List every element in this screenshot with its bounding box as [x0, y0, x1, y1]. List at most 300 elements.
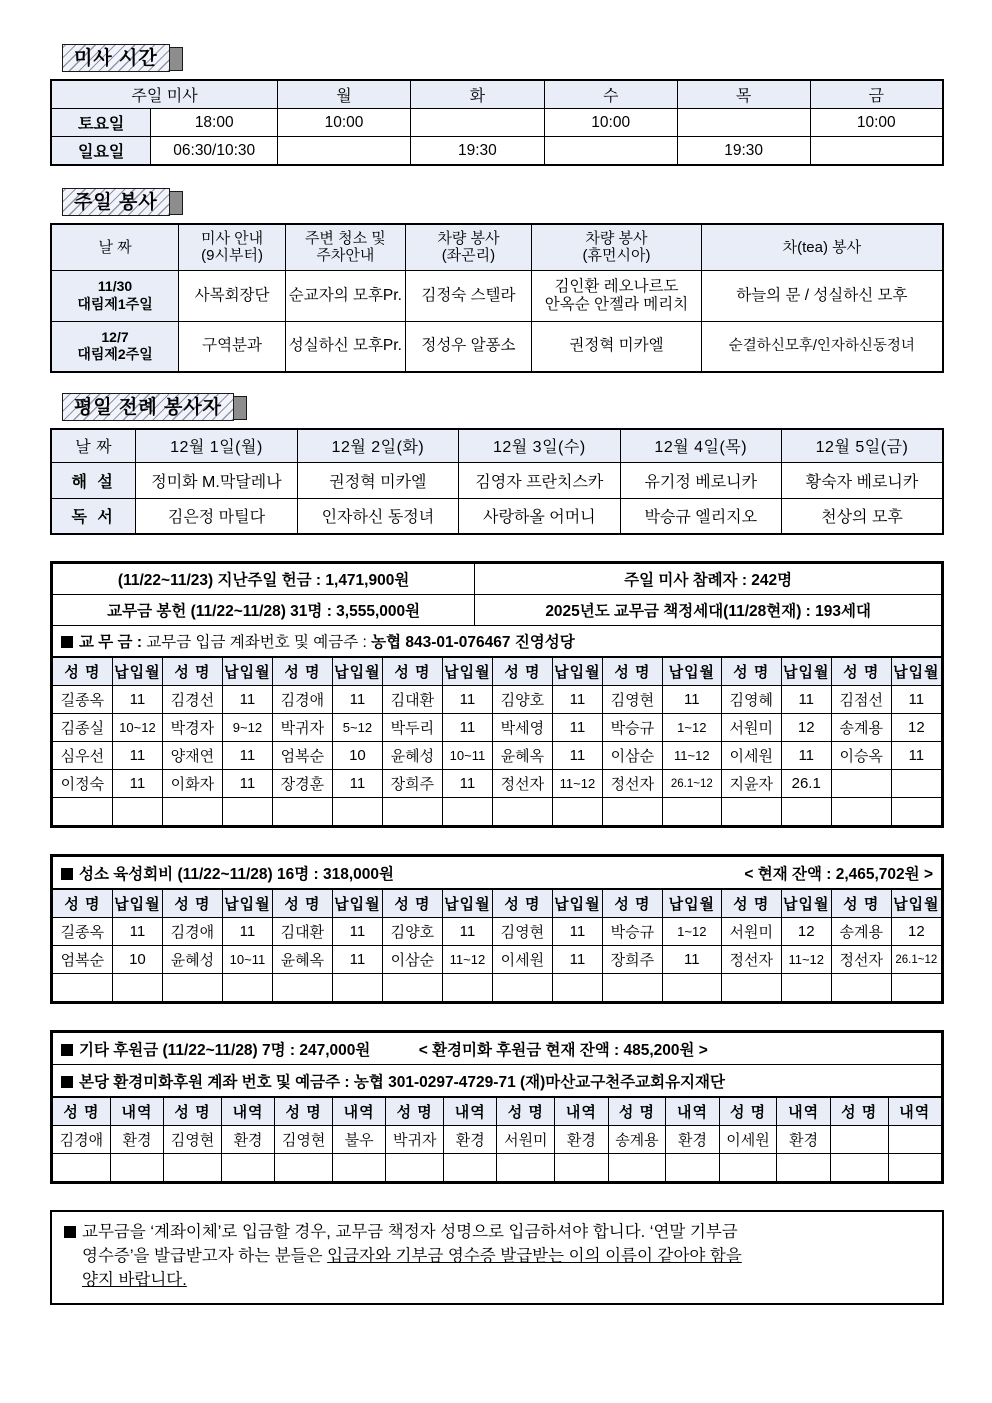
col-name: 성 명: [53, 1098, 111, 1126]
donor-month: [442, 798, 492, 826]
col-detail: 내역: [666, 1098, 719, 1126]
donor-name: 김경애: [53, 1126, 111, 1154]
donor-name: 윤혜옥: [493, 742, 553, 770]
donor-name: 이세원: [719, 1126, 777, 1154]
label: 날 짜: [98, 238, 132, 256]
label: 본당 환경미화후원 계좌 번호 및 예금주 :: [79, 1073, 354, 1091]
donor-name: 송계용: [831, 714, 891, 742]
mass-cell: 06:30/10:30: [151, 137, 278, 166]
table-row: [53, 798, 942, 826]
mass-attendance: 주일 미사 참례자 : 242명: [475, 564, 942, 595]
col-month: 납입월: [662, 658, 721, 686]
donor-name: [273, 798, 333, 826]
donor-month: 11: [332, 686, 382, 714]
donor-name: [603, 798, 663, 826]
col-name: 성 명: [721, 890, 781, 918]
donor-detail: [666, 1154, 719, 1182]
donor-month: [112, 974, 162, 1002]
mass-cell: [278, 137, 411, 166]
donor-name: 김양호: [493, 686, 553, 714]
section-tab-knob: [170, 191, 183, 215]
mass-col-fri: 금: [810, 80, 943, 109]
donor-month: 26.1~12: [891, 946, 941, 974]
donor-detail: 환경: [221, 1126, 274, 1154]
label: 교무금 입금 계좌번호 및 예금주 :: [146, 634, 372, 651]
donor-detail: [221, 1154, 274, 1182]
donor-detail: [555, 1154, 608, 1182]
donor-name: 김양호: [383, 918, 443, 946]
mass-cell: 19:30: [410, 137, 544, 166]
donor-month: 11: [332, 918, 382, 946]
mass-row-label-sat: 토요일: [51, 109, 151, 137]
table-row: [53, 857, 942, 889]
donor-month: 11~12: [662, 742, 721, 770]
col-detail: 내역: [110, 1098, 163, 1126]
other-donations-title-cell: [53, 1033, 942, 1065]
black-square-icon: [61, 1044, 73, 1056]
donor-name: [830, 1126, 888, 1154]
table-row: [51, 498, 943, 534]
col-name: 성 명: [719, 1098, 777, 1126]
donor-name: [493, 974, 553, 1002]
mass-cell: 18:00: [151, 109, 278, 137]
col-detail: 내역: [888, 1098, 941, 1126]
donor-name: [497, 1154, 555, 1182]
col-month: 납입월: [552, 890, 602, 918]
donor-name: [386, 1154, 444, 1182]
section-title-weekday-liturgy: [62, 393, 247, 421]
col-name: 성 명: [273, 658, 333, 686]
sun-cell: 하늘의 문 / 성실하신 모후: [701, 270, 943, 321]
col-name: 성 명: [386, 1098, 444, 1126]
donor-name: 이삼순: [383, 946, 443, 974]
other-donations-title-table: [52, 1032, 942, 1097]
notice-line-1: 교무금을 ‘계좌이체’로 입금할 경우, 교무금 책정자 성명으로 입금하셔야 합니다. ‘연말 기부금: [82, 1223, 738, 1241]
last-week-offering: (11/22~11/23) 지난주일 헌금 : 1,471,900원: [53, 564, 475, 595]
donor-name: [275, 1154, 333, 1182]
section-title-sunday-service-label: 주일 봉사: [62, 188, 170, 216]
col-month: 납입월: [552, 658, 602, 686]
account-number: 농협 301-0297-4729-71 (재)마산교구천주교회유지재단: [353, 1073, 725, 1091]
donor-month: 26.1: [781, 770, 831, 798]
donor-month: 11: [662, 946, 721, 974]
donor-name: 이세원: [493, 946, 553, 974]
wk-cell: 정미화 M.막달레나: [136, 462, 297, 498]
donor-month: 26.1~12: [662, 770, 721, 798]
donor-name: 송계용: [608, 1126, 666, 1154]
section-title-mass-times-label: 미사 시간: [62, 44, 170, 72]
sun-col-vehicle-jwagonri: [405, 224, 532, 270]
other-donations-block: [50, 1030, 944, 1184]
other-donations-account-cell: [53, 1065, 942, 1097]
donor-name: [831, 770, 891, 798]
donor-month: 11: [442, 918, 492, 946]
donor-detail: 환경: [444, 1126, 497, 1154]
donor-detail: 환경: [110, 1126, 163, 1154]
donor-name: [383, 974, 443, 1002]
donor-name: 박귀자: [273, 714, 333, 742]
col-detail: 내역: [444, 1098, 497, 1126]
donor-month: 11: [552, 742, 602, 770]
vocation-fund-balance: < 현재 잔액 : 2,465,702원 >: [744, 865, 933, 883]
table-row: [53, 770, 942, 798]
section-title-mass-times: [62, 44, 183, 72]
donor-name: 정선자: [831, 946, 891, 974]
table-row: [53, 742, 942, 770]
donor-name: [53, 1154, 111, 1182]
vocation-fund-title: 성소 육성회비 (11/22~11/28) 16명 : 318,000원: [79, 865, 394, 883]
wk-cell: 권정혁 미카엘: [297, 462, 458, 498]
col-name: 성 명: [603, 890, 663, 918]
donor-name: 장경훈: [273, 770, 333, 798]
col-month: 납입월: [222, 890, 272, 918]
sun-date-1: 11/30 대림제1주일: [51, 270, 179, 321]
label: 미사 안내 (9시부터): [200, 230, 264, 265]
donor-month: 11: [112, 770, 162, 798]
section-tab-knob: [234, 396, 247, 420]
mass-col-thu: 목: [677, 80, 810, 109]
col-name: 성 명: [831, 890, 891, 918]
donor-name: [721, 798, 781, 826]
donor-month: 5~12: [332, 714, 382, 742]
sun-cell: 김인환 레오나르도 안옥순 안젤라 메리치: [532, 270, 701, 321]
sun-cell: 구역분과: [179, 321, 286, 372]
donor-name: 김대환: [383, 686, 443, 714]
table-row: [53, 564, 942, 595]
donor-month: 12: [781, 918, 831, 946]
donor-month: [662, 798, 721, 826]
col-name: 성 명: [603, 658, 663, 686]
donor-name: [164, 1154, 222, 1182]
notice-box: [50, 1210, 944, 1305]
col-name: 성 명: [608, 1098, 666, 1126]
donor-name: 정선자: [493, 770, 553, 798]
sun-cell: 김정숙 스텔라: [405, 270, 532, 321]
donor-name: [719, 1154, 777, 1182]
donor-name: [493, 798, 553, 826]
donor-name: 김대환: [273, 918, 333, 946]
donor-name: 서원미: [721, 918, 781, 946]
vocation-fund-title-cell: [53, 857, 942, 889]
donor-month: [332, 974, 382, 1002]
black-square-icon: [61, 1076, 73, 1088]
donor-name: 서원미: [497, 1126, 555, 1154]
donor-detail: [888, 1154, 941, 1182]
wk-cell: 사랑하올 어머니: [459, 498, 620, 534]
donor-name: 정선자: [603, 770, 663, 798]
donor-month: 12: [891, 918, 941, 946]
black-square-icon: [64, 1226, 76, 1238]
label: 교 무 금 :: [79, 634, 147, 651]
donor-month: 10~11: [442, 742, 492, 770]
sun-col-date: [51, 224, 179, 270]
col-name: 성 명: [53, 890, 113, 918]
wk-cell: 유기정 베로니카: [620, 462, 781, 498]
donor-month: 11: [222, 742, 272, 770]
col-month: 납입월: [332, 658, 382, 686]
donor-name: 박승규: [603, 714, 663, 742]
donor-name: 박귀자: [386, 1126, 444, 1154]
wk-col-dec2: 12월 2일(화): [297, 429, 458, 462]
donor-name: 김영현: [275, 1126, 333, 1154]
donor-detail: 불우: [333, 1126, 386, 1154]
wk-col-date: 날 짜: [51, 429, 136, 462]
col-month: 납입월: [891, 890, 941, 918]
gyomugeum-donor-table: [52, 657, 942, 826]
donor-name: 윤혜성: [163, 946, 223, 974]
col-name: 성 명: [830, 1098, 888, 1126]
mass-col-wed: 수: [544, 80, 677, 109]
donor-name: [53, 798, 113, 826]
table-row: [53, 626, 942, 657]
table-row: [51, 109, 943, 137]
donor-detail: [333, 1154, 386, 1182]
donor-month: 1~12: [662, 918, 721, 946]
donor-name: 송계용: [831, 918, 891, 946]
table-row: [53, 1154, 942, 1182]
col-name: 성 명: [163, 890, 223, 918]
wk-col-dec1: 12월 1일(월): [136, 429, 297, 462]
donor-month: 11: [662, 686, 721, 714]
donor-name: [830, 1154, 888, 1182]
table-row: [53, 595, 942, 626]
donor-name: 박두리: [383, 714, 443, 742]
donor-name: 윤혜성: [383, 742, 443, 770]
donor-month: 11: [781, 742, 831, 770]
other-donations-donor-table: [52, 1097, 942, 1182]
donor-name: 윤혜옥: [273, 946, 333, 974]
black-square-icon: [61, 636, 73, 648]
col-month: 납입월: [781, 890, 831, 918]
donor-month: 10~11: [222, 946, 272, 974]
notice-line-2a: 영수증’을 발급받고자 하는 분들은: [82, 1246, 328, 1265]
col-detail: 내역: [221, 1098, 274, 1126]
gyomugeum-summary-table: [52, 563, 942, 657]
col-name: 성 명: [275, 1098, 333, 1126]
col-name: 성 명: [497, 1098, 555, 1126]
donor-month: [442, 974, 492, 1002]
sun-cell: 순결하신모후/인자하신동정녀: [701, 321, 943, 372]
donor-name: 정선자: [721, 946, 781, 974]
vocation-fund-title-table: [52, 856, 942, 889]
donor-name: 서원미: [721, 714, 781, 742]
col-name: 성 명: [383, 658, 443, 686]
table-header-row: [53, 1098, 942, 1126]
donor-month: 11~12: [442, 946, 492, 974]
col-month: 납입월: [891, 658, 941, 686]
donor-name: 박승규: [603, 918, 663, 946]
gyomugeum-block: [50, 561, 944, 828]
donor-name: [831, 974, 891, 1002]
col-name: 성 명: [383, 890, 443, 918]
donor-month: 10: [332, 742, 382, 770]
donor-name: 김영현: [164, 1126, 222, 1154]
table-row: [51, 462, 943, 498]
donor-name: 박세영: [493, 714, 553, 742]
donor-month: 11: [332, 770, 382, 798]
wk-cell: 황숙자 베로니카: [781, 462, 943, 498]
donor-month: [781, 974, 831, 1002]
col-month: 납입월: [442, 658, 492, 686]
donor-month: 9~12: [222, 714, 272, 742]
sun-col-tea: [701, 224, 943, 270]
donor-month: 11: [222, 918, 272, 946]
donor-month: [332, 798, 382, 826]
mass-cell: [410, 109, 544, 137]
mass-col-sunday: 주일 미사: [51, 80, 278, 109]
table-row: [53, 1065, 942, 1097]
donor-name: 엄복순: [53, 946, 113, 974]
donor-month: 11: [332, 946, 382, 974]
donor-month: [222, 974, 272, 1002]
col-month: 납입월: [222, 658, 272, 686]
donor-month: 11: [552, 686, 602, 714]
sun-col-vehicle-humansia: [532, 224, 701, 270]
sunday-service-table: [50, 223, 944, 373]
donor-month: [552, 974, 602, 1002]
sun-col-guide: [179, 224, 286, 270]
mass-col-mon: 월: [278, 80, 411, 109]
table-row: [51, 137, 943, 166]
donor-month: [891, 798, 941, 826]
notice-line-2-underlined: 입금자와 기부금 영수증 발급받는 이의 이름이 같아야 함을: [327, 1246, 742, 1265]
donor-name: [721, 974, 781, 1002]
donor-month: 11~12: [552, 770, 602, 798]
donor-name: 김경애: [163, 918, 223, 946]
gyomugeum-households: 2025년도 교무금 책정세대(11/28현재) : 193세대: [475, 595, 942, 626]
donor-month: 11: [552, 918, 602, 946]
donor-month: [222, 798, 272, 826]
section-title-weekday-liturgy-label: 평일 전례 봉사자: [62, 393, 234, 421]
col-name: 성 명: [53, 658, 113, 686]
donor-name: 김점선: [831, 686, 891, 714]
donor-month: 11: [442, 714, 492, 742]
table-header-row: [53, 890, 942, 918]
wk-cell: 박승규 엘리지오: [620, 498, 781, 534]
donor-month: 11: [891, 686, 941, 714]
table-row: [53, 974, 942, 1002]
donor-month: 11: [552, 946, 602, 974]
col-name: 성 명: [163, 658, 223, 686]
donor-name: 양재연: [163, 742, 223, 770]
label: 차량 봉사 (휴먼시아): [582, 230, 651, 265]
gyomugeum-offering: 교무금 봉헌 (11/22~11/28) 31명 : 3,555,000원: [53, 595, 475, 626]
donor-detail: [110, 1154, 163, 1182]
col-name: 성 명: [831, 658, 891, 686]
donor-detail: 환경: [666, 1126, 719, 1154]
col-name: 성 명: [164, 1098, 222, 1126]
table-row: [53, 686, 942, 714]
gyomugeum-account-note: [53, 626, 942, 657]
table-row: [53, 1126, 942, 1154]
col-month: 납입월: [112, 658, 162, 686]
section-title-sunday-service: [62, 188, 183, 216]
mass-cell: 19:30: [677, 137, 810, 166]
vocation-fund-donor-table: [52, 889, 942, 1002]
col-month: 납입월: [112, 890, 162, 918]
donor-month: [662, 974, 721, 1002]
donor-month: 11: [442, 770, 492, 798]
mass-cell: [810, 137, 943, 166]
donor-name: 김영현: [603, 686, 663, 714]
donor-name: [603, 974, 663, 1002]
donor-month: 12: [891, 714, 941, 742]
col-detail: 내역: [555, 1098, 608, 1126]
section-tab-knob: [170, 47, 183, 71]
table-row: [53, 946, 942, 974]
donor-month: 1~12: [662, 714, 721, 742]
vocation-fund-block: [50, 854, 944, 1004]
donor-name: 이정숙: [53, 770, 113, 798]
donor-name: 이화자: [163, 770, 223, 798]
donor-name: 김종실: [53, 714, 113, 742]
col-name: 성 명: [493, 658, 553, 686]
donor-name: 엄복순: [273, 742, 333, 770]
donor-name: [831, 798, 891, 826]
table-row: [53, 1033, 942, 1065]
donor-name: [53, 974, 113, 1002]
donor-name: [273, 974, 333, 1002]
mass-row-label-sun: 일요일: [51, 137, 151, 166]
wk-col-dec4: 12월 4일(목): [620, 429, 781, 462]
donor-name: 길종옥: [53, 918, 113, 946]
donor-name: [383, 798, 443, 826]
donor-detail: [888, 1126, 941, 1154]
wk-cell: 천상의 모후: [781, 498, 943, 534]
label: 차량 봉사 (좌곤리): [437, 230, 500, 265]
donor-name: 김경애: [273, 686, 333, 714]
donor-month: [112, 798, 162, 826]
label: 차(tea) 봉사: [782, 238, 862, 256]
donor-month: [891, 770, 941, 798]
sun-col-cleaning: [286, 224, 406, 270]
table-header-row: [51, 429, 943, 462]
donor-name: 장희주: [603, 946, 663, 974]
donor-detail: [777, 1154, 830, 1182]
donor-month: 10: [112, 946, 162, 974]
mass-cell: 10:00: [810, 109, 943, 137]
donor-name: 김경선: [163, 686, 223, 714]
donor-detail: [444, 1154, 497, 1182]
table-row: [53, 918, 942, 946]
donor-name: 김영현: [493, 918, 553, 946]
account-number: 농협 843-01-076467 진영성당: [371, 634, 575, 651]
donor-name: 이세원: [721, 742, 781, 770]
donor-name: 이승옥: [831, 742, 891, 770]
donor-name: 길종옥: [53, 686, 113, 714]
notice-line-3-underlined: 양지 바랍니다.: [82, 1270, 187, 1289]
donor-name: [163, 798, 223, 826]
wk-cell: 김은정 마틸다: [136, 498, 297, 534]
donor-detail: 환경: [777, 1126, 830, 1154]
table-row: [51, 270, 943, 321]
col-detail: 내역: [333, 1098, 386, 1126]
col-name: 성 명: [493, 890, 553, 918]
col-month: 납입월: [781, 658, 831, 686]
donor-month: [781, 798, 831, 826]
sun-cell: 사목회장단: [179, 270, 286, 321]
wk-col-dec5: 12월 5일(금): [781, 429, 943, 462]
mass-cell: 10:00: [544, 109, 677, 137]
other-donations-title: 기타 후원금 (11/22~11/28) 7명 : 247,000원: [79, 1041, 371, 1059]
table-row: [51, 321, 943, 372]
sun-cell: 정성우 알퐁소: [405, 321, 532, 372]
other-donations-balance: < 환경미화 후원금 현재 잔액 : 485,200원 >: [418, 1041, 708, 1059]
donor-month: 11: [552, 714, 602, 742]
donor-month: 11: [442, 686, 492, 714]
col-month: 납입월: [332, 890, 382, 918]
donor-month: [552, 798, 602, 826]
